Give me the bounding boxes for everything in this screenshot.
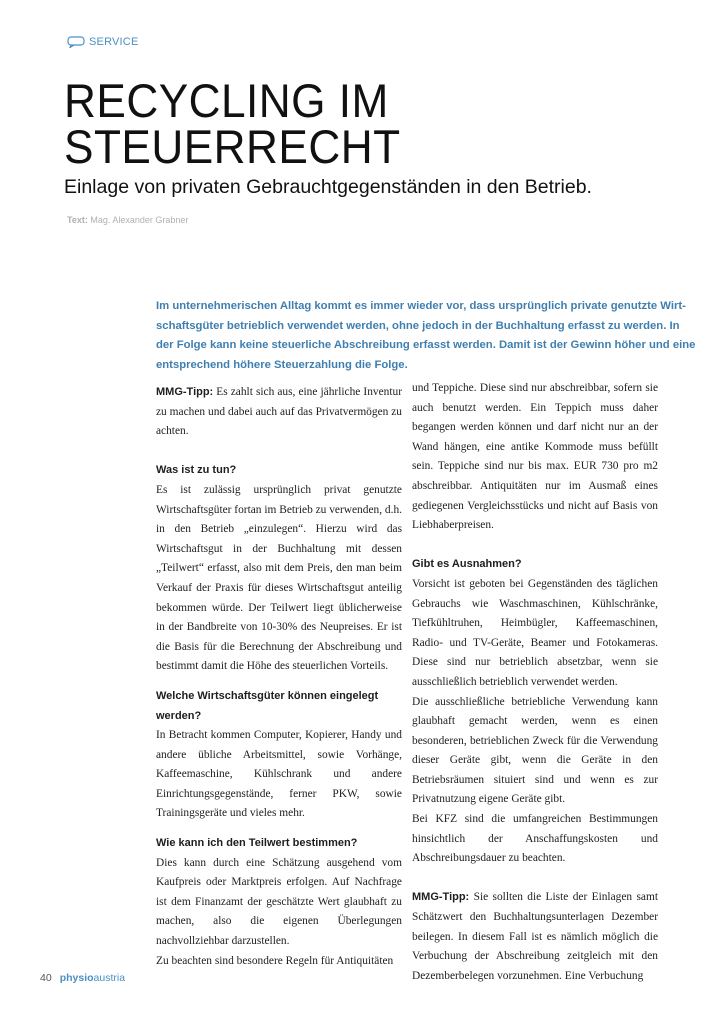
body-paragraph: Die ausschließliche betriebliche Verwendung kann glaubhaft gemacht werden, wenn es einen besonderen, betrieblichen Zweck für die Verwendung dieser Geräte gibt, wenn die Geräte in den Betriebsräumen situiert sind und wenn es zur Privatnutzung eigene Geräte gibt.: [412, 695, 658, 806]
tip-paragraph: [412, 888, 658, 986]
body-column-right: [412, 379, 658, 986]
page-number: 40: [40, 972, 52, 984]
title-line-2: STEUERRECHT: [64, 120, 401, 173]
section-heading: Wie kann ich den Teilwert bestimmen?: [156, 837, 358, 850]
body-paragraph: Vorsicht ist geboten bei Gegenständen des täglichen Gebrauchs wie Waschmaschinen, Kühlschränke, Tiefkühltruhen, Heimbügler, Kaffeemaschinen, Radio- und TV-Geräte, Beamer und Fotokameras. Diese sind nur betrieblich absetzbar, wenn sie ausschließlich betrieblich verwendet werden.: [412, 577, 658, 688]
tip-paragraph: [156, 383, 402, 442]
body-paragraph: Zu beachten sind besondere Regeln für Antiquitäten: [156, 954, 394, 967]
section-heading: Was ist zu tun?: [156, 464, 237, 477]
lead-line: entsprechend höhere Steuerzahlung die Folge.: [156, 358, 408, 371]
tip-label: MMG-Tipp:: [412, 891, 470, 904]
lead-line: Im unternehmerischen Alltag kommt es immer wieder vor, dass ursprünglich private genutzte Wirt-: [156, 300, 686, 312]
title-line-1: RECYCLING IM: [64, 74, 389, 127]
author-label: Text:: [67, 215, 88, 225]
author-credit: [67, 215, 188, 225]
lead-line: schaftsgüter betrieblich verwendet werden, ohne jedoch in der Buchhaltung erfasst zu werden. In: [156, 319, 680, 332]
lead-paragraph: [156, 297, 696, 375]
lead-line: der Folge kann keine steuerliche Abschreibung erfasst werden. Damit ist der Gewinn höher und eine: [156, 339, 696, 351]
section-heading: Gibt es Ausnahmen?: [412, 558, 522, 571]
magazine-brand: [60, 972, 125, 984]
brand-bold: physio: [59, 972, 94, 984]
article-subtitle: Einlage von privaten Gebrauchtgegenständen in den Betrieb.: [64, 176, 592, 198]
brand-light: austria: [93, 972, 126, 984]
body-paragraph: Bei KFZ sind die umfangreichen Bestimmungen hinsichtlich der Anschaffungskosten und Abschreibungsdauer zu beachten.: [412, 813, 658, 865]
tip-label: MMG-Tipp:: [156, 386, 214, 398]
body-paragraph: In Betracht kommen Computer, Kopierer, Handy und andere übliche Arbeitsmittel, sowie Vorhänge, Kaffeemaschine, Kühlschrank und andere Einrichtungsgegenstände, ferner PKW, sowie Trainingsgeräte und vieles mehr.: [156, 729, 402, 820]
tip-text: Sie sollten die Liste der Einlagen samt Schätzwert den Buchhaltungsunterlagen Dezember beilegen. In diesem Fall ist es nämlich möglich die Verbuchung der Abschreibung zeitgleich mit den Dezemberbelegen vorzunehmen. Eine Verbuchung: [412, 891, 658, 982]
author-name: Mag. Alexander Grabner: [90, 215, 189, 225]
section-label: [67, 36, 139, 48]
speech-bubble-icon: [67, 36, 85, 48]
page-footer: [40, 972, 125, 984]
body-paragraph: und Teppiche. Diese sind nur abschreibbar, sofern sie auch benutzt werden. Ein Teppich muss daher begangen werden können und darf nicht nur an der Wand hängen, eine antike Kommode muss befüllt sein. Teppiche sind nur bis max. EUR 730 pro m2 abschreibbar. Antiquitäten nur im Ausmaß eines gediegenen Vergleichsstücks und nicht auf Basis von Liebhaberpreisen.: [412, 382, 658, 532]
body-column-left: [156, 383, 402, 971]
section-label-text: SERVICE: [89, 36, 139, 48]
tip-text: Es zahlt sich aus, eine jährliche Inventur zu machen und dabei auch auf das Privatvermögen zu achten.: [156, 386, 402, 438]
section-heading: Welche Wirtschaftsgüter können eingelegt werden?: [156, 689, 379, 722]
body-paragraph: Es ist zulässig ursprünglich privat genutzte Wirtschaftsgüter fortan im Betrieb zu verwenden, d.h. in den Betrieb „einzulegen“. Hierzu wird das Wirtschaftsgut in der Buchhaltung mit dessen „Teilwert“ erfasst, also mit dem Preis, den man beim Verkauf der Praxis für dieses Wirtschaftsgut anteilig bekommen würde. Der Teilwert liegt üblicherweise in der Bandbreite von 10-30% des Neupreises. Er ist die Basis für die Berechnung der Abschreibung und bestimmt damit die Höhe des steuerlichen Vorteils.: [156, 483, 402, 673]
article-title: [64, 74, 401, 173]
body-paragraph: Dies kann durch eine Schätzung ausgehend vom Kaufpreis oder Marktpreis erfolgen. Auf Nachfrage ist dem Finanzamt der geschätzte Wert glaubhaft zu machen, also die eigenen Überlegungen nachvollziehbar darzustellen.: [156, 856, 402, 948]
